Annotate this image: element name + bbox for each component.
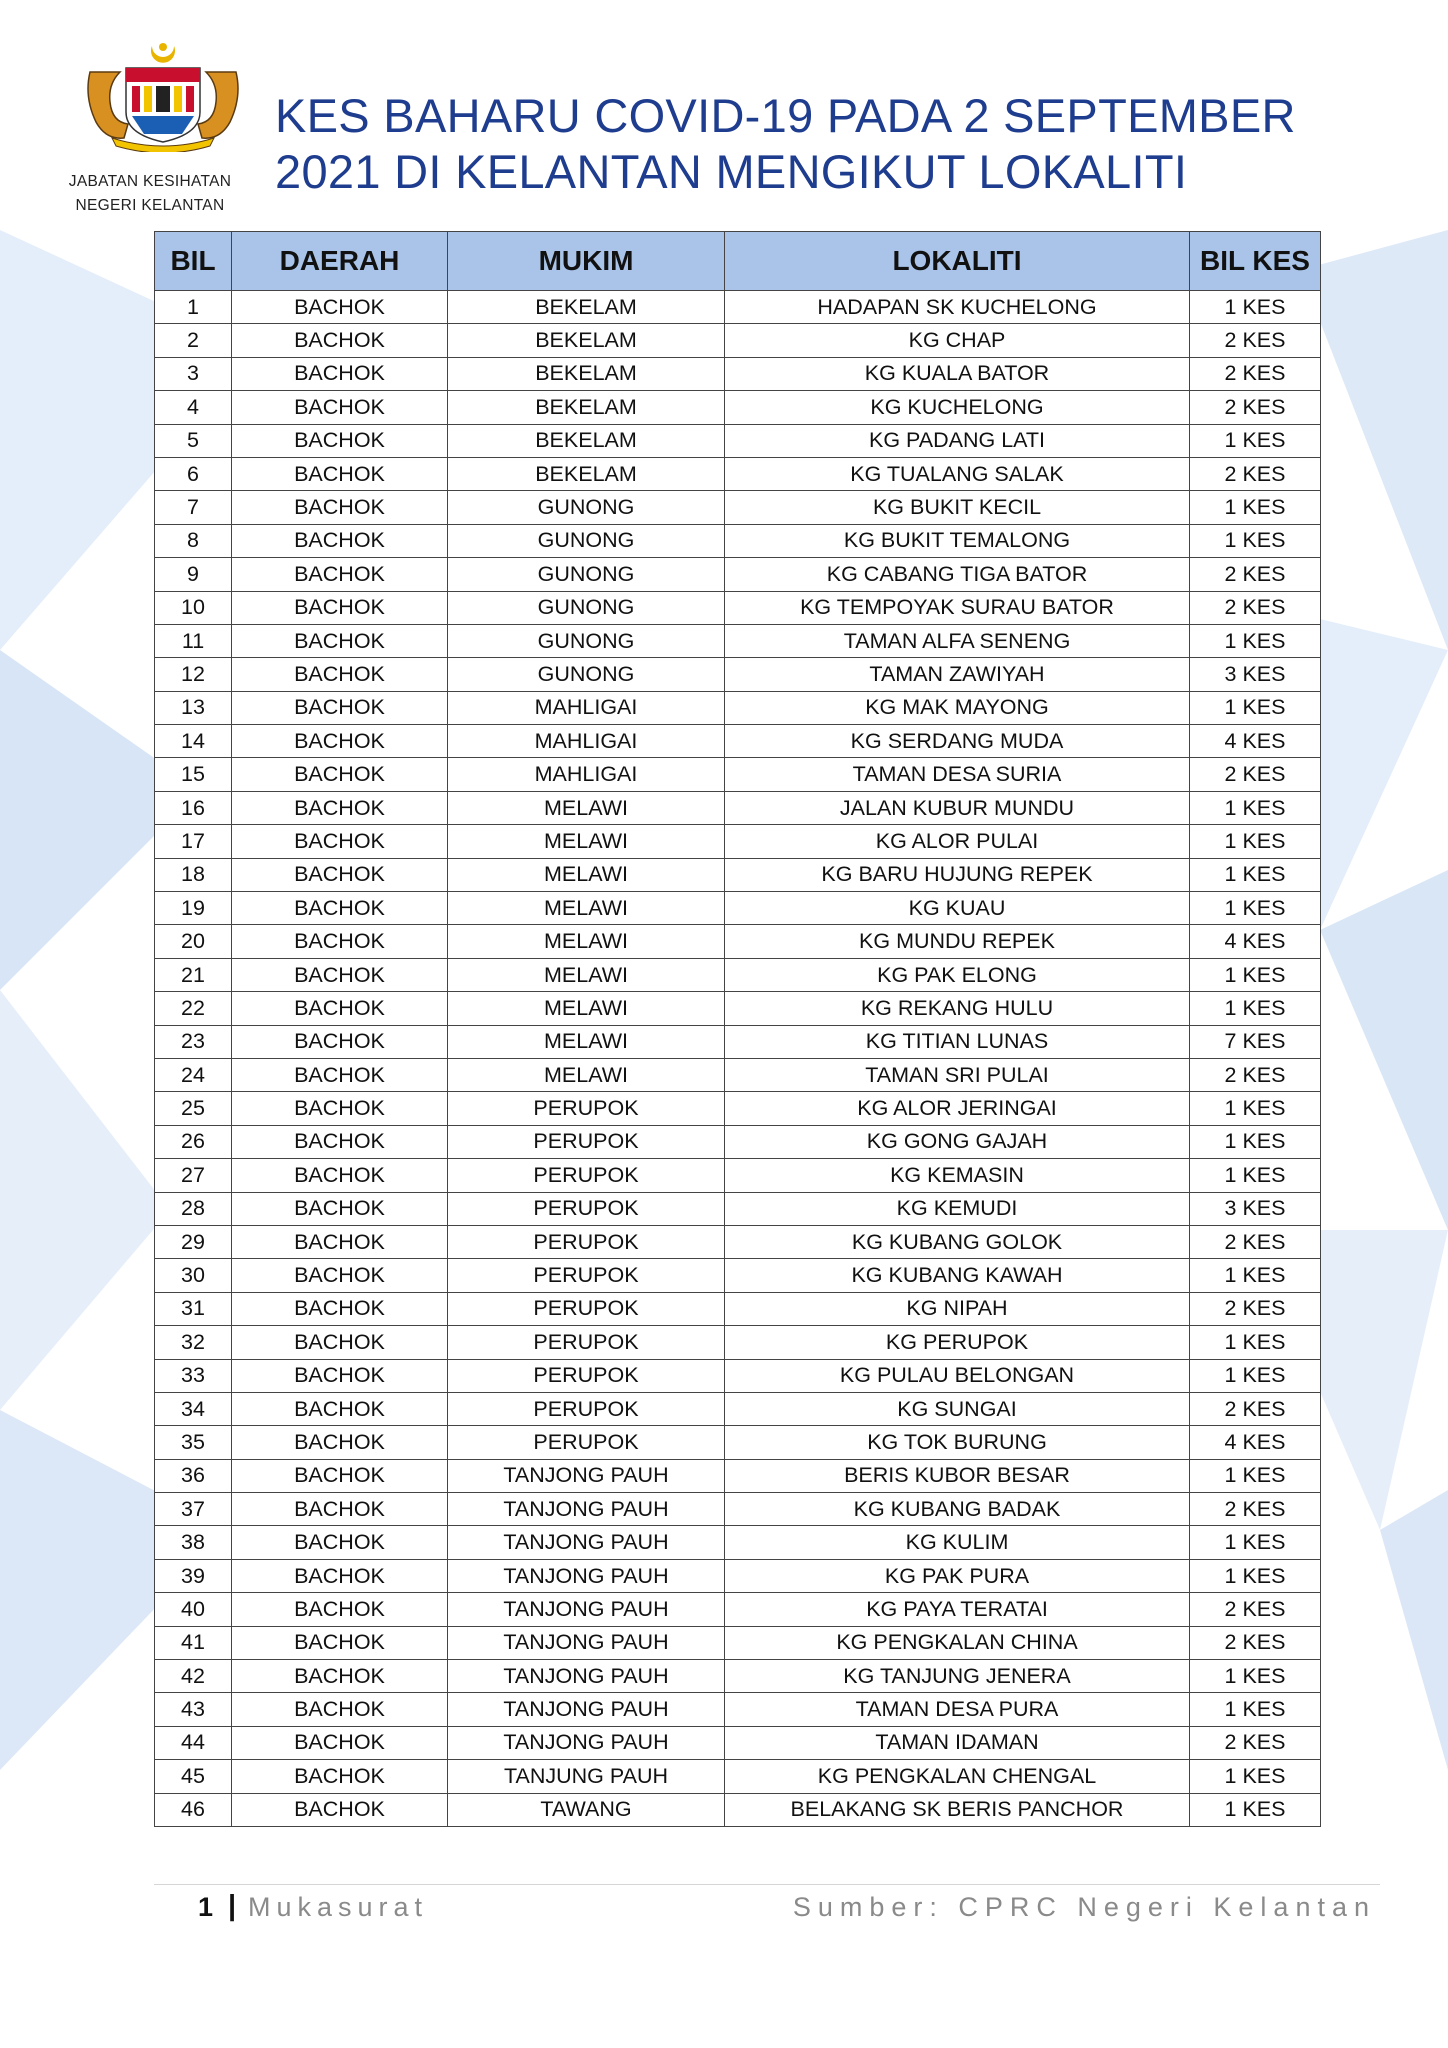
- table-row: [155, 691, 1321, 724]
- cell-bil-kes: 1 KES: [1190, 1359, 1321, 1392]
- cell-bil: 34: [155, 1392, 232, 1425]
- cell-lokaliti: KG REKANG HULU: [725, 992, 1190, 1025]
- page-title-line1: KES BAHARU COVID-19 PADA 2 SEPTEMBER: [275, 89, 1296, 142]
- cell-lokaliti: TAMAN DESA SURIA: [725, 758, 1190, 791]
- cell-lokaliti: KG TUALANG SALAK: [725, 457, 1190, 490]
- cell-mukim: PERUPOK: [448, 1426, 725, 1459]
- page-number: 1: [198, 1892, 215, 1922]
- cell-lokaliti: KG ALOR PULAI: [725, 825, 1190, 858]
- cell-bil-kes: 1 KES: [1190, 424, 1321, 457]
- cell-lokaliti: KG KUBANG GOLOK: [725, 1225, 1190, 1258]
- cell-lokaliti: KG KEMASIN: [725, 1159, 1190, 1192]
- table-row: [155, 1493, 1321, 1526]
- cell-daerah: BACHOK: [232, 1292, 448, 1325]
- cell-lokaliti: KG KUALA BATOR: [725, 357, 1190, 390]
- cell-bil-kes: 1 KES: [1190, 1660, 1321, 1693]
- cell-bil: 14: [155, 725, 232, 758]
- table-row: [155, 524, 1321, 557]
- cell-daerah: BACHOK: [232, 1760, 448, 1793]
- table-row: [155, 1125, 1321, 1158]
- cell-bil: 26: [155, 1125, 232, 1158]
- cell-mukim: BEKELAM: [448, 391, 725, 424]
- cell-lokaliti: KG TOK BURUNG: [725, 1426, 1190, 1459]
- cell-bil-kes: 1 KES: [1190, 1559, 1321, 1592]
- cell-mukim: BEKELAM: [448, 457, 725, 490]
- cell-bil: 39: [155, 1559, 232, 1592]
- cell-mukim: BEKELAM: [448, 324, 725, 357]
- cell-daerah: BACHOK: [232, 1526, 448, 1559]
- cell-bil: 41: [155, 1626, 232, 1659]
- cell-daerah: BACHOK: [232, 624, 448, 657]
- cell-daerah: BACHOK: [232, 1459, 448, 1492]
- cell-bil-kes: 1 KES: [1190, 624, 1321, 657]
- cell-bil: 29: [155, 1225, 232, 1258]
- cell-lokaliti: KG KULIM: [725, 1526, 1190, 1559]
- cell-bil: 1: [155, 291, 232, 324]
- cell-bil-kes: 1 KES: [1190, 1159, 1321, 1192]
- cell-daerah: BACHOK: [232, 725, 448, 758]
- cell-daerah: BACHOK: [232, 457, 448, 490]
- cell-bil-kes: 1 KES: [1190, 1259, 1321, 1292]
- cell-daerah: BACHOK: [232, 1192, 448, 1225]
- cell-bil-kes: 1 KES: [1190, 892, 1321, 925]
- cell-lokaliti: KG KUBANG KAWAH: [725, 1259, 1190, 1292]
- cell-bil: 33: [155, 1359, 232, 1392]
- cell-daerah: BACHOK: [232, 892, 448, 925]
- table-row: [155, 892, 1321, 925]
- column-header-bil: BIL: [155, 232, 232, 291]
- cell-daerah: BACHOK: [232, 1326, 448, 1359]
- cell-daerah: BACHOK: [232, 825, 448, 858]
- cell-bil-kes: 1 KES: [1190, 1793, 1321, 1826]
- cell-bil-kes: 1 KES: [1190, 858, 1321, 891]
- cell-lokaliti: KG MUNDU REPEK: [725, 925, 1190, 958]
- column-header-lokaliti: LOKALITI: [725, 232, 1190, 291]
- cell-mukim: MELAWI: [448, 858, 725, 891]
- table-row: [155, 591, 1321, 624]
- cell-bil-kes: 7 KES: [1190, 1025, 1321, 1058]
- cell-daerah: BACHOK: [232, 1660, 448, 1693]
- column-header-daerah: DAERAH: [232, 232, 448, 291]
- cell-mukim: MELAWI: [448, 791, 725, 824]
- cell-lokaliti: JALAN KUBUR MUNDU: [725, 791, 1190, 824]
- cell-mukim: PERUPOK: [448, 1225, 725, 1258]
- cell-lokaliti: KG BUKIT TEMALONG: [725, 524, 1190, 557]
- cell-lokaliti: BELAKANG SK BERIS PANCHOR: [725, 1793, 1190, 1826]
- cell-mukim: TANJONG PAUH: [448, 1459, 725, 1492]
- cell-lokaliti: BERIS KUBOR BESAR: [725, 1459, 1190, 1492]
- cell-bil: 19: [155, 892, 232, 925]
- cell-lokaliti: KG PAYA TERATAI: [725, 1593, 1190, 1626]
- cell-mukim: GUNONG: [448, 624, 725, 657]
- cell-bil-kes: 2 KES: [1190, 1726, 1321, 1759]
- cell-bil-kes: 2 KES: [1190, 457, 1321, 490]
- cell-mukim: TANJONG PAUH: [448, 1693, 725, 1726]
- table-row: [155, 1225, 1321, 1258]
- cell-mukim: BEKELAM: [448, 424, 725, 457]
- cell-bil: 36: [155, 1459, 232, 1492]
- cell-lokaliti: KG BARU HUJUNG REPEK: [725, 858, 1190, 891]
- cell-bil: 35: [155, 1426, 232, 1459]
- table-row: [155, 791, 1321, 824]
- cell-bil-kes: 2 KES: [1190, 1225, 1321, 1258]
- cell-lokaliti: KG MAK MAYONG: [725, 691, 1190, 724]
- cell-mukim: TANJONG PAUH: [448, 1660, 725, 1693]
- cell-bil: 15: [155, 758, 232, 791]
- cell-bil-kes: 4 KES: [1190, 925, 1321, 958]
- cell-bil-kes: 1 KES: [1190, 958, 1321, 991]
- cell-mukim: TANJONG PAUH: [448, 1493, 725, 1526]
- cell-bil-kes: 2 KES: [1190, 324, 1321, 357]
- table-row: [155, 1292, 1321, 1325]
- table-row: [155, 1058, 1321, 1091]
- cell-lokaliti: KG KUAU: [725, 892, 1190, 925]
- cases-table: [154, 231, 1321, 1827]
- cell-mukim: GUNONG: [448, 591, 725, 624]
- cell-daerah: BACHOK: [232, 1225, 448, 1258]
- cell-daerah: BACHOK: [232, 1559, 448, 1592]
- table-row: [155, 491, 1321, 524]
- cell-bil-kes: 1 KES: [1190, 291, 1321, 324]
- cell-bil-kes: 2 KES: [1190, 1593, 1321, 1626]
- cell-daerah: BACHOK: [232, 1259, 448, 1292]
- page-header: [0, 0, 1448, 230]
- cell-lokaliti: KG CABANG TIGA BATOR: [725, 558, 1190, 591]
- cell-daerah: BACHOK: [232, 491, 448, 524]
- cell-bil: 32: [155, 1326, 232, 1359]
- table-body: [155, 291, 1321, 1827]
- cell-bil: 20: [155, 925, 232, 958]
- table-row: [155, 925, 1321, 958]
- cell-mukim: GUNONG: [448, 491, 725, 524]
- cell-bil-kes: 1 KES: [1190, 1760, 1321, 1793]
- cell-bil-kes: 1 KES: [1190, 1125, 1321, 1158]
- cell-bil: 9: [155, 558, 232, 591]
- cell-bil-kes: 1 KES: [1190, 524, 1321, 557]
- cell-daerah: BACHOK: [232, 1025, 448, 1058]
- cell-daerah: BACHOK: [232, 291, 448, 324]
- cell-lokaliti: TAMAN IDAMAN: [725, 1726, 1190, 1759]
- cell-daerah: BACHOK: [232, 1125, 448, 1158]
- cell-lokaliti: KG PENGKALAN CHINA: [725, 1626, 1190, 1659]
- column-header-mukim: MUKIM: [448, 232, 725, 291]
- table-row: [155, 725, 1321, 758]
- cell-bil-kes: 2 KES: [1190, 357, 1321, 390]
- cell-bil-kes: 2 KES: [1190, 558, 1321, 591]
- cell-mukim: MELAWI: [448, 1058, 725, 1091]
- table-row: [155, 424, 1321, 457]
- cell-bil: 27: [155, 1159, 232, 1192]
- cell-lokaliti: KG KUCHELONG: [725, 391, 1190, 424]
- cell-daerah: BACHOK: [232, 1392, 448, 1425]
- table-row: [155, 1760, 1321, 1793]
- table-row: [155, 391, 1321, 424]
- cell-daerah: BACHOK: [232, 558, 448, 591]
- cell-bil-kes: 2 KES: [1190, 391, 1321, 424]
- cell-bil-kes: 1 KES: [1190, 691, 1321, 724]
- table-row: [155, 1726, 1321, 1759]
- cell-lokaliti: KG ALOR JERINGAI: [725, 1092, 1190, 1125]
- cell-bil: 45: [155, 1760, 232, 1793]
- table-row: [155, 1426, 1321, 1459]
- cell-lokaliti: TAMAN ZAWIYAH: [725, 658, 1190, 691]
- cell-bil-kes: 1 KES: [1190, 1459, 1321, 1492]
- cell-bil-kes: 1 KES: [1190, 1092, 1321, 1125]
- cell-lokaliti: KG TANJUNG JENERA: [725, 1660, 1190, 1693]
- cell-daerah: BACHOK: [232, 1693, 448, 1726]
- cell-bil: 44: [155, 1726, 232, 1759]
- cell-daerah: BACHOK: [232, 591, 448, 624]
- cell-bil: 17: [155, 825, 232, 858]
- cell-mukim: TAWANG: [448, 1793, 725, 1826]
- cell-bil-kes: 2 KES: [1190, 1626, 1321, 1659]
- table-row: [155, 1359, 1321, 1392]
- cell-mukim: GUNONG: [448, 524, 725, 557]
- table-row: [155, 858, 1321, 891]
- cell-bil: 21: [155, 958, 232, 991]
- cell-bil: 22: [155, 992, 232, 1025]
- cell-mukim: GUNONG: [448, 558, 725, 591]
- agency-name-line1: JABATAN KESIHATAN: [68, 173, 232, 190]
- cell-lokaliti: HADAPAN SK KUCHELONG: [725, 291, 1190, 324]
- cell-daerah: BACHOK: [232, 992, 448, 1025]
- table-row: [155, 1793, 1321, 1826]
- cell-lokaliti: KG PAK PURA: [725, 1559, 1190, 1592]
- table-row: [155, 958, 1321, 991]
- column-header-bil-kes: BIL KES: [1190, 232, 1321, 291]
- cell-bil-kes: 3 KES: [1190, 1192, 1321, 1225]
- agency-name: [40, 170, 260, 218]
- page-title: [275, 88, 1395, 200]
- cell-bil: 28: [155, 1192, 232, 1225]
- table-row: [155, 1025, 1321, 1058]
- cell-bil: 5: [155, 424, 232, 457]
- cell-bil: 10: [155, 591, 232, 624]
- cell-mukim: TANJONG PAUH: [448, 1526, 725, 1559]
- cell-mukim: MAHLIGAI: [448, 758, 725, 791]
- cell-mukim: TANJONG PAUH: [448, 1593, 725, 1626]
- cell-daerah: BACHOK: [232, 424, 448, 457]
- cell-daerah: BACHOK: [232, 758, 448, 791]
- table-row: [155, 1459, 1321, 1492]
- cell-daerah: BACHOK: [232, 1092, 448, 1125]
- table-row: [155, 457, 1321, 490]
- cell-lokaliti: KG BUKIT KECIL: [725, 491, 1190, 524]
- cell-bil: 16: [155, 791, 232, 824]
- table-row: [155, 1660, 1321, 1693]
- table-row: [155, 1559, 1321, 1592]
- cell-lokaliti: KG TEMPOYAK SURAU BATOR: [725, 591, 1190, 624]
- cell-bil: 12: [155, 658, 232, 691]
- cell-bil-kes: 4 KES: [1190, 725, 1321, 758]
- cell-bil-kes: 2 KES: [1190, 1493, 1321, 1526]
- table-row: [155, 357, 1321, 390]
- cell-bil: 24: [155, 1058, 232, 1091]
- cell-lokaliti: TAMAN SRI PULAI: [725, 1058, 1190, 1091]
- table-row: [155, 658, 1321, 691]
- cell-mukim: PERUPOK: [448, 1125, 725, 1158]
- cell-mukim: MAHLIGAI: [448, 725, 725, 758]
- agency-name-line2: NEGERI KELANTAN: [75, 197, 225, 214]
- cell-daerah: BACHOK: [232, 1359, 448, 1392]
- cell-lokaliti: KG TITIAN LUNAS: [725, 1025, 1190, 1058]
- cell-bil: 7: [155, 491, 232, 524]
- cell-lokaliti: KG PAK ELONG: [725, 958, 1190, 991]
- cell-lokaliti: TAMAN DESA PURA: [725, 1693, 1190, 1726]
- cell-daerah: BACHOK: [232, 925, 448, 958]
- cell-bil: 18: [155, 858, 232, 891]
- table-row: [155, 324, 1321, 357]
- cell-lokaliti: KG GONG GAJAH: [725, 1125, 1190, 1158]
- page-title-line2: 2021 DI KELANTAN MENGIKUT LOKALITI: [275, 145, 1188, 198]
- cell-bil: 8: [155, 524, 232, 557]
- cell-mukim: GUNONG: [448, 658, 725, 691]
- cell-mukim: TANJUNG PAUH: [448, 1760, 725, 1793]
- cell-bil-kes: 2 KES: [1190, 758, 1321, 791]
- cell-bil-kes: 2 KES: [1190, 1058, 1321, 1091]
- cell-lokaliti: KG PADANG LATI: [725, 424, 1190, 457]
- table-row: [155, 1626, 1321, 1659]
- cell-mukim: PERUPOK: [448, 1326, 725, 1359]
- cell-mukim: TANJONG PAUH: [448, 1626, 725, 1659]
- cell-lokaliti: KG KEMUDI: [725, 1192, 1190, 1225]
- cell-lokaliti: KG PERUPOK: [725, 1326, 1190, 1359]
- table-row: [155, 1693, 1321, 1726]
- cell-daerah: BACHOK: [232, 691, 448, 724]
- cell-mukim: MELAWI: [448, 892, 725, 925]
- cell-lokaliti: KG KUBANG BADAK: [725, 1493, 1190, 1526]
- cell-bil: 25: [155, 1092, 232, 1125]
- cell-mukim: BEKELAM: [448, 357, 725, 390]
- cell-bil-kes: 1 KES: [1190, 491, 1321, 524]
- cell-lokaliti: KG SERDANG MUDA: [725, 725, 1190, 758]
- footer-divider: [154, 1884, 1380, 1885]
- cell-daerah: BACHOK: [232, 1493, 448, 1526]
- cell-mukim: PERUPOK: [448, 1259, 725, 1292]
- cell-bil: 2: [155, 324, 232, 357]
- cell-daerah: BACHOK: [232, 1726, 448, 1759]
- cell-bil: 4: [155, 391, 232, 424]
- cell-bil-kes: 1 KES: [1190, 791, 1321, 824]
- cell-mukim: PERUPOK: [448, 1092, 725, 1125]
- cell-lokaliti: KG CHAP: [725, 324, 1190, 357]
- cell-bil-kes: 1 KES: [1190, 1326, 1321, 1359]
- cell-daerah: BACHOK: [232, 1793, 448, 1826]
- table-row: [155, 1326, 1321, 1359]
- cell-mukim: PERUPOK: [448, 1192, 725, 1225]
- cell-lokaliti: KG PULAU BELONGAN: [725, 1359, 1190, 1392]
- table-row: [155, 1593, 1321, 1626]
- table-row: [155, 1392, 1321, 1425]
- table-row: [155, 558, 1321, 591]
- cell-daerah: BACHOK: [232, 1058, 448, 1091]
- cell-mukim: BEKELAM: [448, 291, 725, 324]
- cell-mukim: MELAWI: [448, 925, 725, 958]
- cell-daerah: BACHOK: [232, 357, 448, 390]
- cell-daerah: BACHOK: [232, 1593, 448, 1626]
- cell-daerah: BACHOK: [232, 524, 448, 557]
- cell-bil: 46: [155, 1793, 232, 1826]
- table-row: [155, 1092, 1321, 1125]
- cell-bil: 13: [155, 691, 232, 724]
- cell-daerah: BACHOK: [232, 791, 448, 824]
- cell-bil: 31: [155, 1292, 232, 1325]
- cell-mukim: PERUPOK: [448, 1292, 725, 1325]
- cell-bil-kes: 3 KES: [1190, 658, 1321, 691]
- cell-bil: 3: [155, 357, 232, 390]
- cell-mukim: PERUPOK: [448, 1392, 725, 1425]
- page-label: Mukasurat: [248, 1892, 429, 1922]
- cell-bil-kes: 1 KES: [1190, 1693, 1321, 1726]
- cell-bil-kes: 1 KES: [1190, 825, 1321, 858]
- cell-mukim: MAHLIGAI: [448, 691, 725, 724]
- table-row: [155, 992, 1321, 1025]
- table-row: [155, 1159, 1321, 1192]
- cell-bil: 38: [155, 1526, 232, 1559]
- cell-mukim: TANJONG PAUH: [448, 1726, 725, 1759]
- table-row: [155, 624, 1321, 657]
- cell-bil: 6: [155, 457, 232, 490]
- cell-daerah: BACHOK: [232, 858, 448, 891]
- cell-bil-kes: 4 KES: [1190, 1426, 1321, 1459]
- table-row: [155, 291, 1321, 324]
- cell-bil: 37: [155, 1493, 232, 1526]
- cell-daerah: BACHOK: [232, 658, 448, 691]
- cell-mukim: PERUPOK: [448, 1159, 725, 1192]
- cell-bil: 23: [155, 1025, 232, 1058]
- cell-bil-kes: 1 KES: [1190, 1526, 1321, 1559]
- table-header-row: [155, 232, 1321, 291]
- cell-daerah: BACHOK: [232, 391, 448, 424]
- table-row: [155, 1526, 1321, 1559]
- cell-bil: 42: [155, 1660, 232, 1693]
- cell-lokaliti: TAMAN ALFA SENENG: [725, 624, 1190, 657]
- cell-daerah: BACHOK: [232, 958, 448, 991]
- cell-daerah: BACHOK: [232, 1426, 448, 1459]
- table-row: [155, 1259, 1321, 1292]
- page-separator: |: [228, 1890, 237, 1922]
- cell-mukim: MELAWI: [448, 992, 725, 1025]
- cell-mukim: MELAWI: [448, 1025, 725, 1058]
- cell-bil-kes: 2 KES: [1190, 591, 1321, 624]
- cell-mukim: MELAWI: [448, 825, 725, 858]
- cell-daerah: BACHOK: [232, 324, 448, 357]
- cell-daerah: BACHOK: [232, 1159, 448, 1192]
- cell-mukim: TANJONG PAUH: [448, 1559, 725, 1592]
- cell-lokaliti: KG NIPAH: [725, 1292, 1190, 1325]
- cell-bil-kes: 1 KES: [1190, 992, 1321, 1025]
- cell-lokaliti: KG PENGKALAN CHENGAL: [725, 1760, 1190, 1793]
- table-row: [155, 758, 1321, 791]
- cell-lokaliti: KG SUNGAI: [725, 1392, 1190, 1425]
- source-credit: Sumber: CPRC Negeri Kelantan: [792, 1892, 1376, 1922]
- cell-daerah: BACHOK: [232, 1626, 448, 1659]
- coat-of-arms-logo: [82, 42, 244, 152]
- cell-bil-kes: 2 KES: [1190, 1292, 1321, 1325]
- cell-bil: 30: [155, 1259, 232, 1292]
- cell-mukim: MELAWI: [448, 958, 725, 991]
- cases-table-wrapper: [154, 231, 1321, 1827]
- cell-mukim: PERUPOK: [448, 1359, 725, 1392]
- cell-bil: 40: [155, 1593, 232, 1626]
- cell-bil-kes: 2 KES: [1190, 1392, 1321, 1425]
- cell-bil: 43: [155, 1693, 232, 1726]
- table-row: [155, 1192, 1321, 1225]
- table-row: [155, 825, 1321, 858]
- cell-bil: 11: [155, 624, 232, 657]
